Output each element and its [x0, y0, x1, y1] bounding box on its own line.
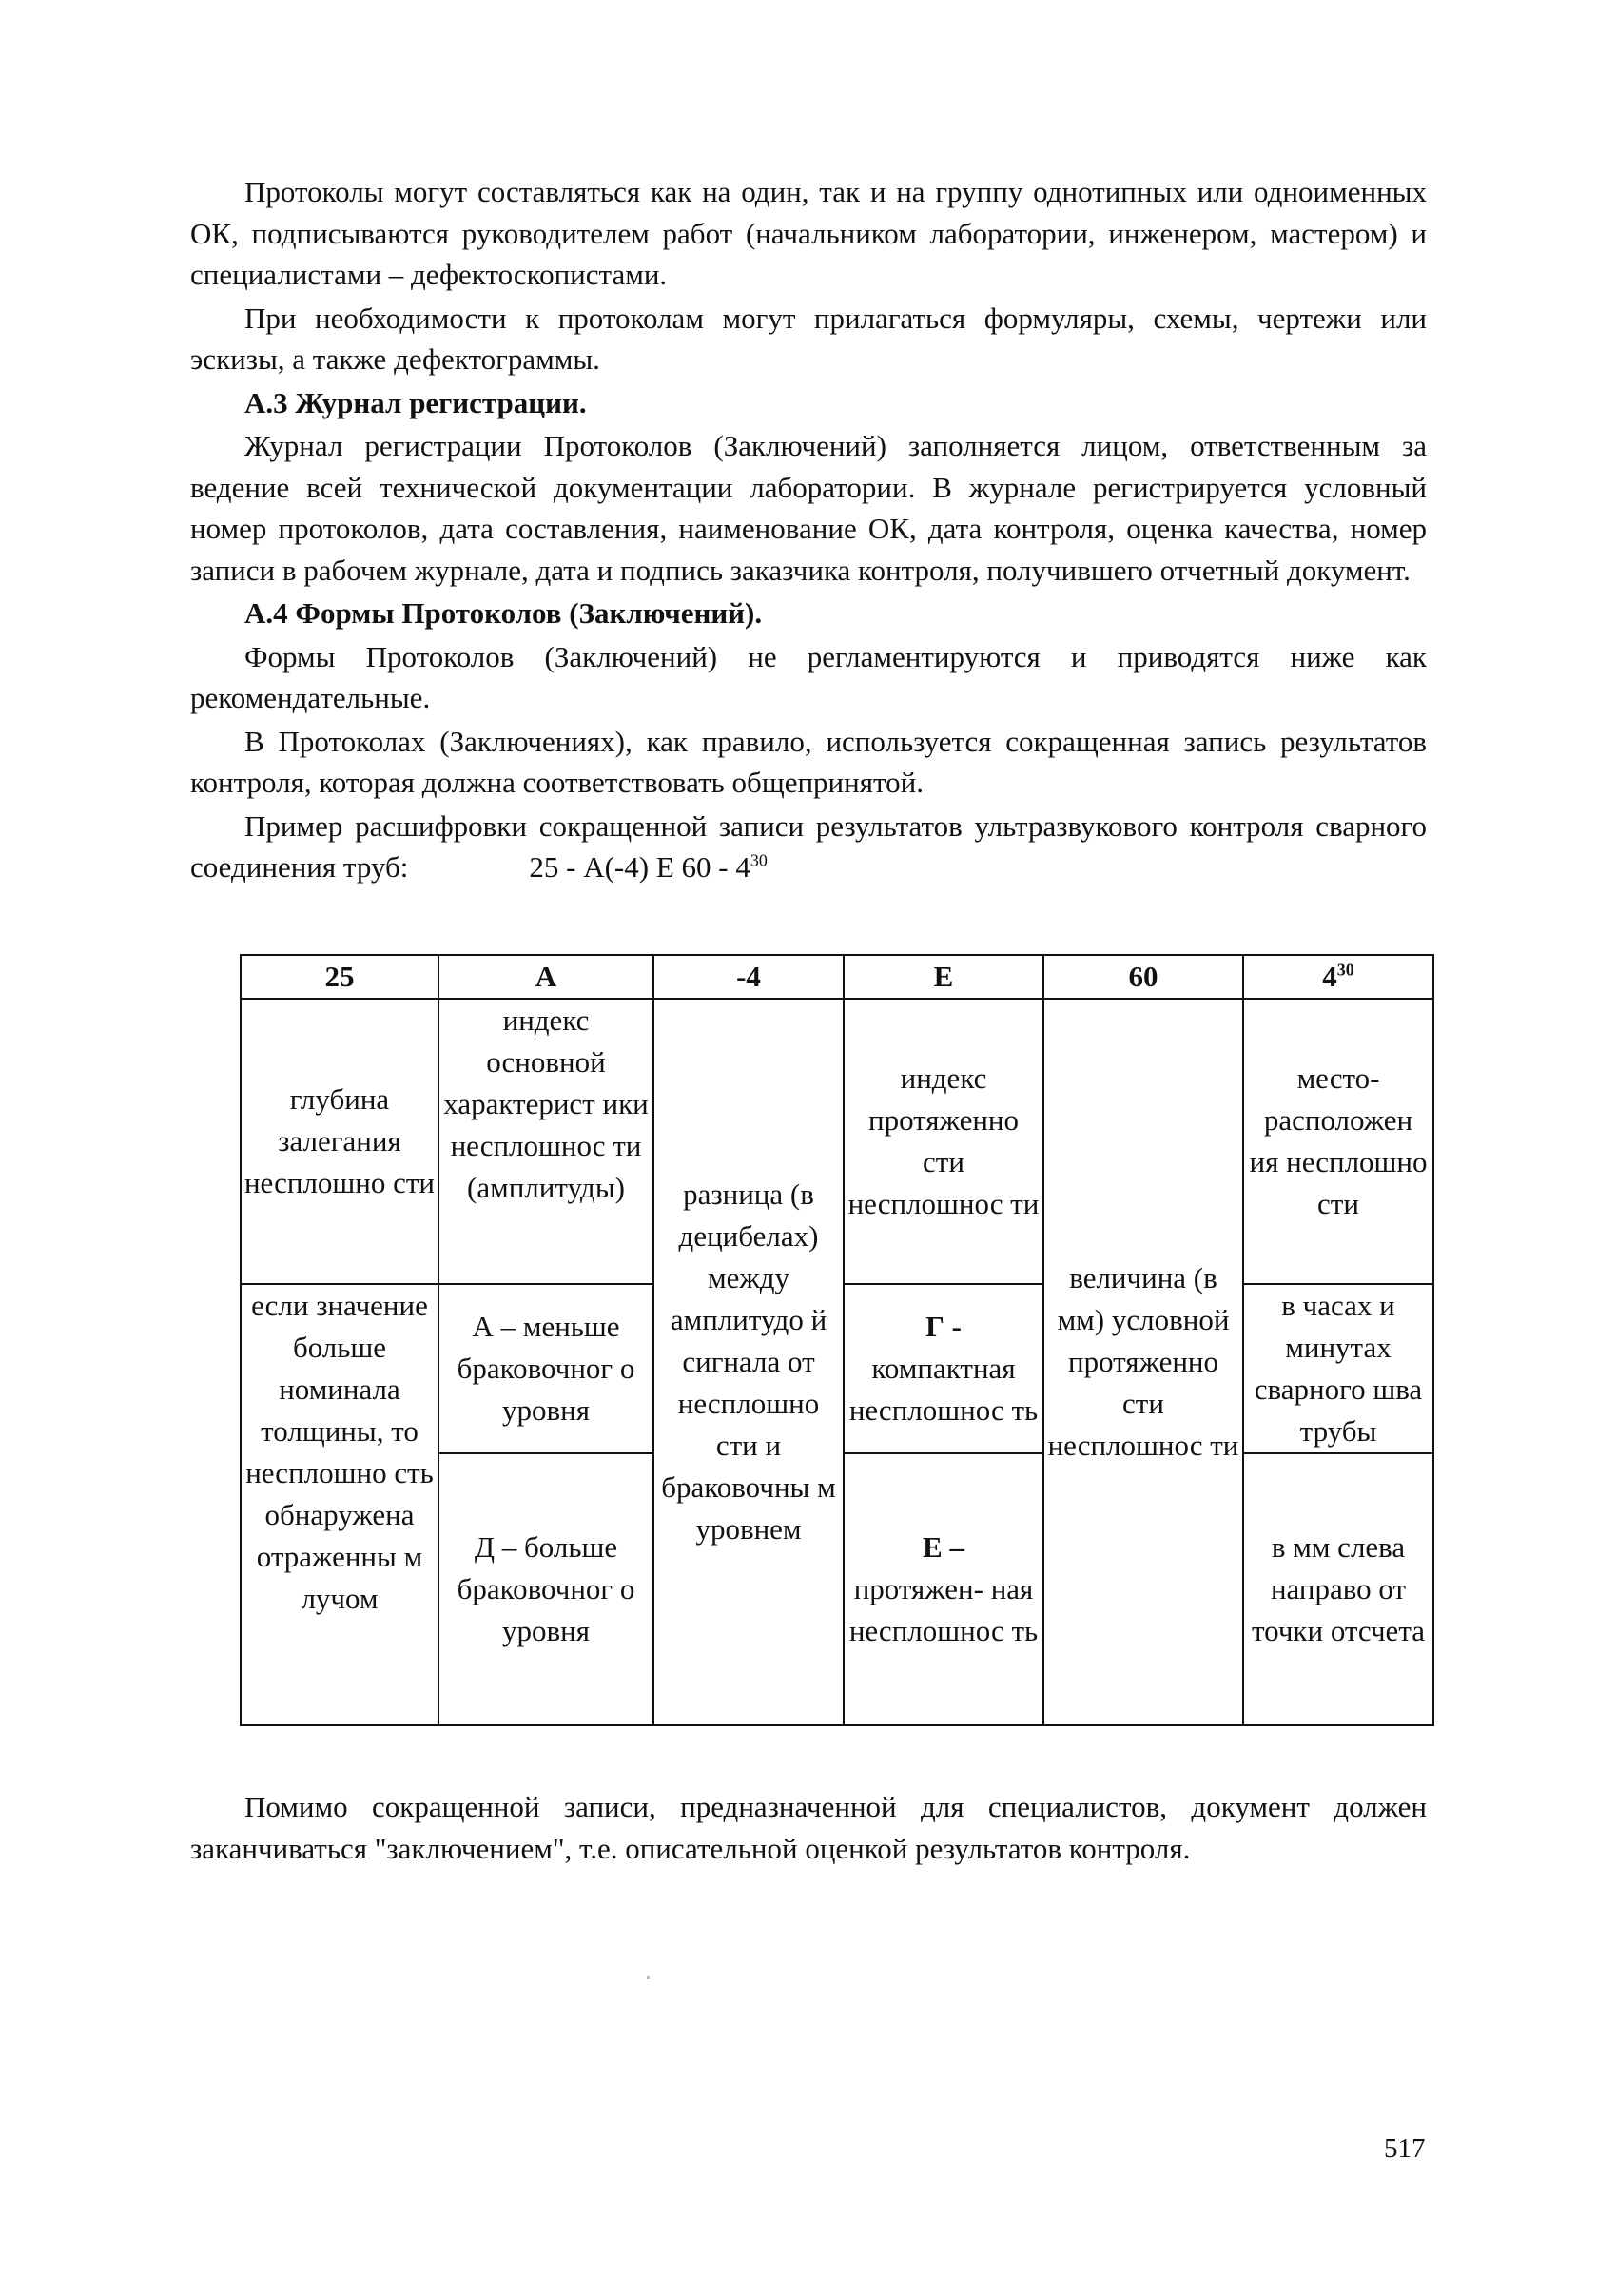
header-diff: -4 — [653, 955, 844, 999]
paragraph-journal: Журнал регистрации Протоколов (Заключений) заполняется лицом, ответственным за ведение всей технической документации лаборатории. В журнале регистрируется условный номер протоколов, дата составления, наименование ОК, дата контроля, оценка качества, номер записи в рабочем журнале, дата и подпись заказчика контроля, получившего отчетный документ. — [190, 429, 1427, 587]
body-text — [190, 171, 1427, 888]
cell-location-desc: место- расположен ия несплошно сти — [1243, 999, 1433, 1284]
heading-a3: А.3 Журнал регистрации. — [244, 385, 587, 419]
decoding-table — [240, 954, 1434, 1726]
header-length: 60 — [1043, 955, 1243, 999]
length-e-text: протяжен- ная несплошнос ть — [848, 1572, 1039, 1647]
cell-diff-desc: разница (в децибелах) между амплитудо й сигнала от несплошно сти и браковочны м уровнем — [653, 999, 844, 1725]
cell-length-desc: величина (в мм) условной протяженно сти несплошнос ти — [1043, 999, 1243, 1725]
paragraph-forms: Формы Протоколов (Заключений) не регламентируются и приводятся ниже как рекомендательные. — [190, 639, 1427, 714]
length-e-title: Е – — [923, 1530, 964, 1564]
header-location-main: 4 — [1322, 960, 1337, 993]
example-formula — [475, 846, 767, 888]
cell-length-g — [844, 1284, 1043, 1453]
header-index: А — [438, 955, 653, 999]
table-row — [241, 999, 1433, 1284]
cell-length-e — [844, 1453, 1043, 1725]
example-text: Пример расшифровки сокращенной записи результатов ультразвукового контроля сварного соединения труб: — [190, 808, 1427, 884]
paragraph-abbrev: В Протоколах (Заключениях), как правило, используется сокращенная запись результатов контроля, которая должна соответствовать общепринятой. — [190, 724, 1427, 799]
closing-text — [190, 1786, 1427, 1869]
formula-sup: 30 — [750, 850, 768, 870]
cell-depth-note: если значение больше номинала толщины, то несплошно сть обнаружена отраженны м лучом — [241, 1284, 438, 1725]
header-location-sup: 30 — [1336, 960, 1354, 980]
cell-length-index-desc: индекс протяженно сти несплошнос ти — [844, 999, 1043, 1284]
page-number: 517 — [1384, 2133, 1426, 2164]
heading-a4: А.4 Формы Протоколов (Заключений). — [244, 596, 763, 630]
cell-index-desc: индекс основной характерист ики несплошнос ти (амплитуды) — [438, 999, 653, 1284]
header-length-index: Е — [844, 955, 1043, 999]
cell-index-a: А – меньше браковочног о уровня — [438, 1284, 653, 1453]
paragraph-attachments: При необходимости к протоколам могут прилагаться формуляры, схемы, чертежи или эскизы, а также дефектограммы. — [190, 301, 1427, 376]
cell-depth-desc: глубина залегания несплошно сти — [241, 999, 438, 1284]
paragraph-example — [190, 806, 1427, 888]
paragraph-protocols: Протоколы могут составляться как на один, так и на группу однотипных или одноименных ОК, подписываются руководителем работ (начальником лаборатории, инженером, мастером) и специалистами – дефектоскопистами. — [190, 175, 1427, 291]
header-location — [1243, 955, 1433, 999]
table-header-row — [241, 955, 1433, 999]
cell-location-hours: в часах и минутах сварного шва трубы — [1243, 1284, 1433, 1453]
header-depth: 25 — [241, 955, 438, 999]
formula-main: 25 - А(-4) Е 60 - 4 — [529, 850, 750, 884]
length-g-title: Г - — [925, 1310, 962, 1343]
cell-index-d: Д – больше браковочног о уровня — [438, 1453, 653, 1725]
scan-speck — [647, 1976, 650, 1979]
paragraph-closing: Помимо сокращенной записи, предназначенной для специалистов, документ должен заканчиваться "заключением", т.е. описательной оценкой результатов контроля. — [190, 1790, 1427, 1865]
cell-location-mm: в мм слева направо от точки отсчета — [1243, 1453, 1433, 1725]
length-g-text: компактная несплошнос ть — [848, 1352, 1039, 1427]
